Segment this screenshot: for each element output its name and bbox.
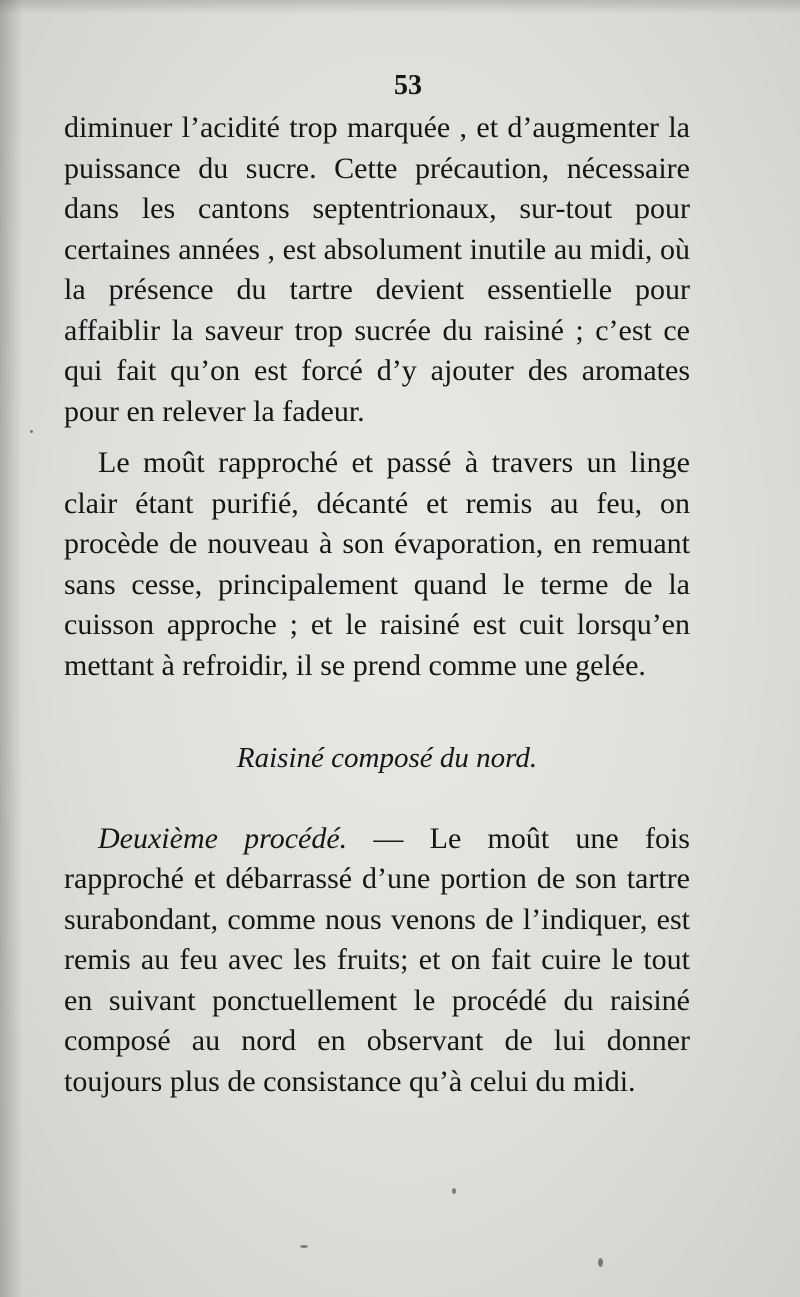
procedure-text: — Le moût une fois rapproché et débarrassé d’une portion de son tartre surabondant, comme nous venons de l’indiquer, est remis au feu avec les fruits; et on fait cuire le tout en suivant ponctuellement le procédé du raisiné composé au nord en observant de lui donner toujours plus de consistance qu’à celui du midi.	[64, 821, 690, 1098]
paper-speck	[598, 1258, 603, 1267]
paper-speck	[452, 1188, 456, 1194]
paragraph-second-procedure	[64, 819, 690, 1103]
text-body	[64, 108, 690, 1102]
procedure-label: Deuxième procédé.	[98, 821, 348, 855]
page-number: 53	[394, 70, 422, 101]
paragraph-continued: diminuer l’acidité trop marquée , et d’augmenter la puissance du sucre. Cette précaution, nécessaire dans les cantons septentrionaux, sur-tout pour certaines années , est absolument inutile au midi, où la présence du tartre devient essentielle pour affaiblir la saveur trop sucrée du raisiné ; c’est ce qui fait qu’on est forcé d’y ajouter des aromates pour en relever la fadeur.	[64, 111, 690, 428]
section-heading: Raisiné composé du nord.	[236, 742, 538, 774]
page-top-shadow	[0, 0, 800, 14]
paper-speck	[30, 430, 33, 433]
paper-speck	[300, 1245, 308, 1248]
paragraph-cooking: Le moût rapproché et passé à travers un linge clair étant purifié, décanté et remis au feu, on procède de nouveau à son évaporation, en remuant sans cesse, principalement quand le terme de la cuisson approche ; et le raisiné est cuit lorsqu’en mettant à refroidir, il se prend comme une gelée.	[64, 446, 690, 682]
page-edge-shadow	[0, 0, 22, 1297]
